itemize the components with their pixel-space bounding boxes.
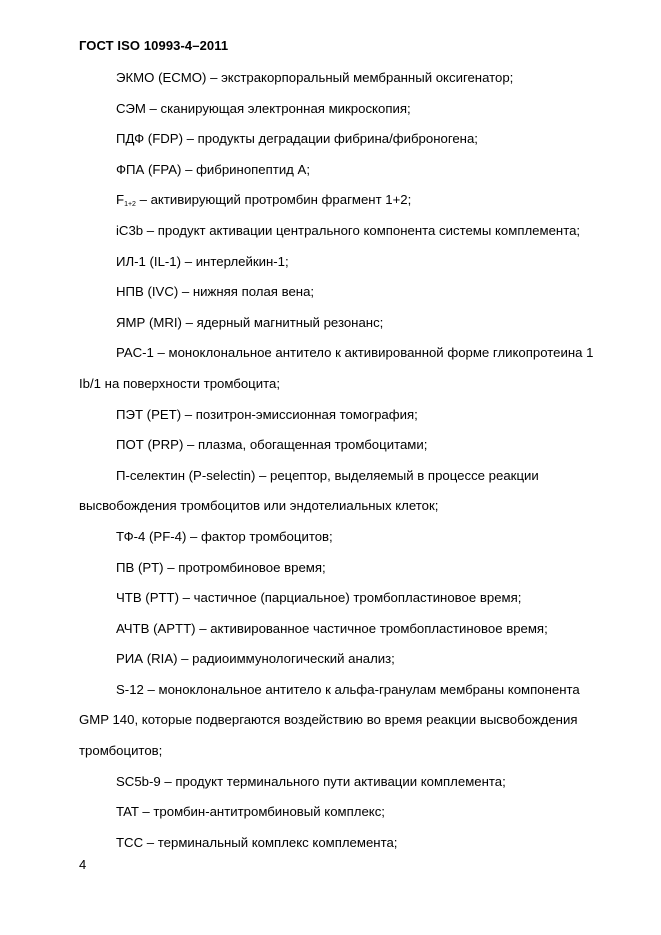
abbreviation-entry: iC3b – продукт активации центрального компонента системы комплемента; bbox=[116, 222, 581, 238]
abbreviation-entry: PAC-1 – моноклональное антитело к активированной форме гликопротеина 1 bbox=[116, 345, 594, 361]
abbreviation-entry-continuation: высвобождения тромбоцитов или эндотелиальных клеток; bbox=[79, 498, 439, 514]
page-number: 4 bbox=[79, 857, 87, 872]
f12-base: F bbox=[116, 192, 125, 208]
abbreviation-entry: ЭКМО (ECMO) – экстракорпоральный мембранный оксигенатор; bbox=[116, 70, 514, 85]
abbreviation-entry-f12 bbox=[79, 185, 599, 216]
abbreviation-entry: ПЭТ (PET) – позитрон-эмиссионная томография; bbox=[116, 406, 418, 422]
f12-definition: – активирующий протромбин фрагмент 1+2; bbox=[135, 192, 412, 208]
abbreviation-entry: РИА (RIA) – радиоиммунологический анализ; bbox=[116, 651, 395, 667]
abbreviation-entry: НПВ (IVC) – нижняя полая вена; bbox=[116, 284, 315, 300]
abbreviation-entry: ПОТ (PRP) – плазма, обогащенная тромбоцитами; bbox=[116, 437, 428, 453]
abbreviation-entry: П-селектин (P-selectin) – рецептор, выделяемый в процессе реакции bbox=[116, 467, 539, 483]
abbreviation-entry: ИЛ-1 (IL-1) – интерлейкин-1; bbox=[116, 253, 289, 269]
abbreviation-entry-continuation: Ib/1 на поверхности тромбоцита; bbox=[79, 375, 280, 391]
document-header: ГОСТ ISO 10993-4–2011 bbox=[79, 38, 229, 53]
abbreviation-entry: SC5b-9 – продукт терминального пути активации комплемента; bbox=[116, 773, 506, 789]
abbreviation-entry: СЭМ – сканирующая электронная микроскопия; bbox=[116, 100, 411, 116]
abbreviation-entry: АЧТВ (APTT) – активированное частичное тромбопластиновое время; bbox=[116, 620, 548, 636]
f12-subscript: 1+2 bbox=[124, 201, 136, 209]
abbreviation-entry: ФПА (FPA) – фибринопептид А; bbox=[116, 161, 311, 177]
abbreviation-entry: ПДФ (FDP) – продукты деградации фибрина/фиброногена; bbox=[116, 131, 478, 147]
abbreviation-entry: TCC – терминальный комплекс комплемента; bbox=[116, 834, 398, 850]
abbreviation-entry: TAT – тромбин-антитромбиновый комплекс; bbox=[116, 804, 385, 820]
abbreviation-entry: ЯМР (MRI) – ядерный магнитный резонанс; bbox=[116, 314, 384, 330]
abbreviation-entry: ПВ (PT) – протромбиновое время; bbox=[116, 559, 326, 575]
abbreviation-entry-continuation: тромбоцитов; bbox=[79, 743, 163, 759]
abbreviation-entry: ТФ-4 (PF-4) – фактор тромбоцитов; bbox=[116, 528, 333, 544]
abbreviation-entry: S-12 – моноклональное антитело к альфа-гранулам мембраны компонента bbox=[116, 681, 580, 697]
abbreviation-entry: ЧТВ (PTT) – частичное (парциальное) тромбопластиновое время; bbox=[116, 590, 522, 606]
abbreviations-list bbox=[79, 63, 599, 858]
abbreviation-entry-continuation: GMP 140, которые подвергаются воздействию во время реакции высвобождения bbox=[79, 712, 578, 728]
